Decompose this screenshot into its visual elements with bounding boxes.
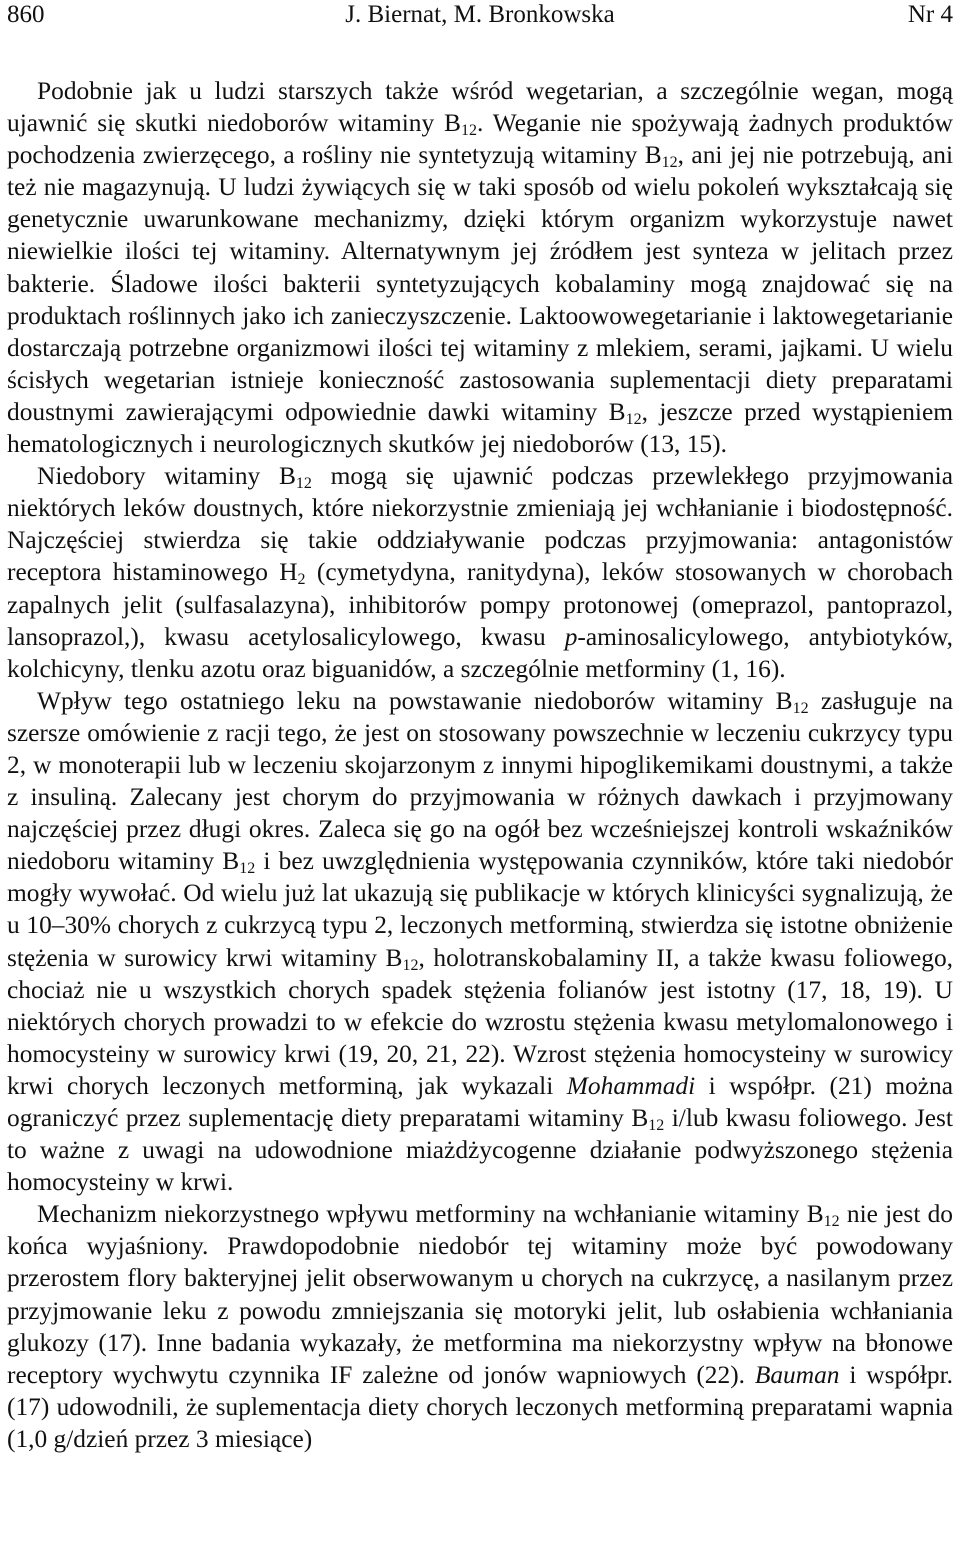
- text-run: nie jest do końca wyjaśniony. Prawdopodobnie niedobór tej witaminy może być powodowany przerostem flory bakteryjnej jelit obserwowanym u chorych na cukrzycę, a nasilanym przez przyjmowanie leku z powodu zmniejszania się motoryki jelit, lub osłabienia wchłaniania glukozy (17). Inne badania wykazały, że metformina ma niekorzystny wpływ na błonowe receptory wychwytu czynnika IF zależne od jonów wapniowych (22).: [7, 1200, 953, 1389]
- subscript: 12: [402, 956, 419, 974]
- page-number: 860: [7, 1, 45, 28]
- text-run: i/lub kwasu foliowego. Jest to ważne z uwagi na udowodnione miażdżycogenne działanie podwyższonego stężenia homocysteiny w krwi.: [7, 1104, 953, 1197]
- paragraph-2: [7, 460, 953, 685]
- subscript: 12: [661, 154, 678, 172]
- subscript: 12: [295, 475, 312, 493]
- paragraph-3: [7, 685, 953, 1199]
- italic-text: Mohammadi: [566, 1071, 696, 1100]
- text-run: Niedobory witaminy B: [37, 462, 296, 491]
- subscript: 12: [239, 860, 256, 878]
- header-authors: J. Biernat, M. Bronkowska: [345, 1, 615, 28]
- text-run: Wpływ tego ostatniego leku na powstawanie niedoborów witaminy B: [37, 686, 793, 715]
- text-run: , ani jej nie potrzebują, ani też nie magazynują. U ludzi żywiących się w taki sposób od wielu pokoleń wykształcają się genetycznie uwarunkowane mechanizmy, dzięki którym organizm wykorzystuje nawet niewielkie ilości tej witaminy. Alternatywnym jej źródłem jest synteza w jelitach przez bakterie. Śladowe ilości bakterii syntetyzujących kobalaminy mogą znajdować się na produktach roślinnych jako ich zanieczyszczenie. Laktoowowegetarianie i laktowegetarianie dostarczają potrzebne organizmowi ilości tej witaminy z mlekiem, serami, jajkami. U wielu ścisłych wegetarian istnieje konieczność zastosowania suplementacji diety preparatami doustnymi zawierającymi odpowiednie dawki witaminy B: [7, 141, 953, 426]
- text-run: . Weganie nie spożywają żadnych produktów pochodzenia zwierzęcego, a rośliny nie syntetyzują witaminy B: [7, 109, 954, 170]
- subscript: 2: [297, 571, 306, 589]
- subscript: 12: [823, 1213, 840, 1231]
- subscript: 12: [792, 699, 809, 717]
- text-run: Podobnie jak u ludzi starszych także wśród wegetarian, a szczególnie wegan, mogą ujawnić się skutki niedoborów witaminy B: [7, 77, 953, 138]
- text-run: (cymetydyna, ranitydyna), leków stosowanych w chorobach zapalnych jelit (sulfasalazyna), inhibitorów pompy protonowej (omeprazol, pantoprazol, lansoprazol,), kwasu acetylosalicylowego, kwasu: [7, 558, 953, 651]
- text-run: , jeszcze przed wystąpieniem hematologicznych i neurologicznych skutków jej niedoborów (13, 15).: [7, 397, 953, 459]
- italic-text: p: [564, 622, 578, 651]
- paragraph-1: [7, 75, 953, 460]
- italic-text: Bauman: [754, 1360, 840, 1389]
- paragraph-4: [7, 1198, 953, 1455]
- text-run: mogą się ujawnić podczas przewlekłego przyjmowania niektórych leków doustnych, które niekorzystnie zmieniają jej wchłanianie i biodostępność. Najczęściej stwierdza się takie oddziaływanie podczas przyjmowania: antagonistów receptora histaminowego H: [7, 462, 953, 587]
- subscript: 12: [648, 1117, 665, 1134]
- subscript: 12: [625, 410, 642, 428]
- text-run: -aminosalicylowego, antybiotyków, kolchicyny, tlenku azotu oraz biguanidów, a szczególnie metforminy (1, 16).: [7, 622, 953, 683]
- text-run: i bez uwzględnienia występowania czynników, które taki niedobór mogły wywołać. Od wielu już lat ukazują się publikacje w których klinicyści sygnalizują, że u 10–30% chorych z cukrzycą typu 2, leczonych metforminą, stwierdza się istotne obniżenie stężenia w surowicy krwi witaminy B: [7, 847, 953, 972]
- text-run: i współpr. (17) udowodnili, że suplementacja diety chorych leczonych metforminą preparatami wapnia (1,0 g/dzień przez 3 miesiące): [7, 1360, 953, 1453]
- subscript: 12: [460, 122, 477, 140]
- text-run: , holotranskobalaminy II, a także kwasu foliowego, chociaż nie u wszystkich chorych spadek stężenia folianów jest istotny (17, 18, 19). U niektórych chorych prowadzi to w efekcie do wzrostu stężenia kwasu metylomalonowego i homocysteiny w surowicy krwi (19, 20, 21, 22). Wzrost stężenia homocysteiny w surowicy krwi chorych leczonych metforminą, jak wykazali: [7, 943, 953, 1100]
- text-run: i współpr. (21) można ograniczyć przez suplementację diety preparatami witaminy B: [7, 1071, 953, 1132]
- article-body: [7, 75, 953, 1455]
- journal-issue: Nr 4: [907, 1, 953, 28]
- text-run: Mechanizm niekorzystnego wpływu metforminy na wchłanianie witaminy B: [37, 1200, 824, 1229]
- running-header: [0, 0, 960, 30]
- text-run: zasługuje na szersze omówienie z racji tego, że jest on stosowany powszechnie w leczeniu cukrzycy typu 2, w monoterapii lub w leczeniu skojarzonym z innymi hipoglikemikami doustnymi, a także z insuliną. Zalecany jest chorym do przyjmowania w różnych dawkach i przyjmowany najczęściej przez długi okres. Zaleca się go na ogół bez wcześniejszej kontroli wskaźników niedoboru witaminy B: [7, 686, 954, 876]
